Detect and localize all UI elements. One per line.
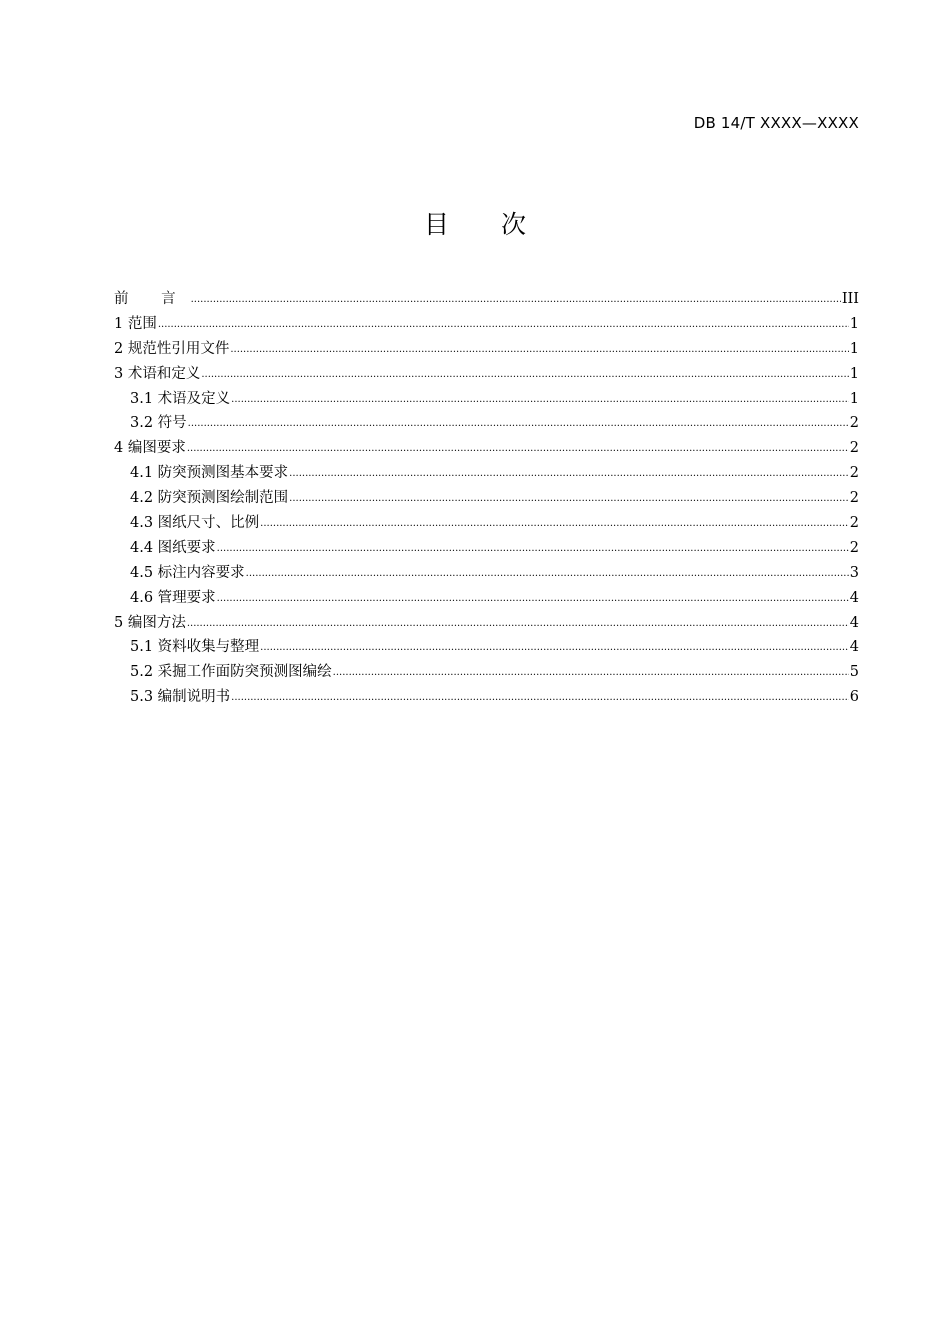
toc-entry-label: 1 范围 (114, 315, 157, 332)
toc-entry-label: 4.4 图纸要求 (130, 539, 216, 556)
toc-entry-label: 5 编图方法 (114, 614, 186, 631)
toc-entry-label: 4.5 标注内容要求 (130, 564, 245, 581)
toc-entry-4-2[interactable] (114, 486, 859, 511)
toc-entry-4[interactable] (114, 436, 859, 461)
toc-entry-label: 4 编图要求 (114, 440, 186, 457)
dot-leader (191, 286, 841, 313)
dot-leader (187, 610, 849, 637)
toc-entry-label: 5.1 资料收集与整理 (130, 639, 260, 656)
document-code: DB 14/T XXXX—XXXX (693, 114, 859, 132)
toc-entry-page: III (841, 291, 859, 307)
toc-entry-page: 6 (849, 689, 859, 706)
toc-entry-page: 5 (849, 664, 859, 681)
toc-entry-label: 5.2 采掘工作面防突预测图编绘 (130, 664, 332, 681)
dot-leader (246, 560, 849, 587)
toc-entry-3-1[interactable] (114, 387, 859, 412)
toc-entry-4-3[interactable] (114, 511, 859, 536)
toc-entry-label: 2 规范性引用文件 (114, 340, 230, 357)
toc-entry-label: 3.2 符号 (130, 415, 187, 432)
toc-entry-page: 1 (849, 390, 859, 407)
table-of-contents (114, 287, 859, 710)
toc-entry-page: 2 (849, 515, 859, 532)
toc-entry-5-2[interactable] (114, 660, 859, 685)
toc-entry-4-4[interactable] (114, 536, 859, 561)
dot-leader (333, 659, 849, 686)
toc-entry-4-6[interactable] (114, 586, 859, 611)
dot-leader (187, 435, 849, 462)
toc-entry-label: 4.6 管理要求 (130, 589, 216, 606)
toc-entry-label: 3 术语和定义 (114, 365, 201, 382)
toc-entry-page: 4 (849, 639, 859, 656)
toc-entry-3-2[interactable] (114, 411, 859, 436)
toc-entry-label: 前 言 (114, 291, 190, 307)
toc-entry-3[interactable] (114, 362, 859, 387)
toc-entry-page: 2 (849, 415, 859, 432)
toc-entry-page: 1 (849, 365, 859, 382)
toc-entry-4-5[interactable] (114, 561, 859, 586)
toc-entry-foreword[interactable] (114, 287, 859, 312)
toc-entry-5[interactable] (114, 611, 859, 636)
toc-entry-page: 1 (849, 340, 859, 357)
toc-entry-label: 4.3 图纸尺寸、比例 (130, 515, 260, 532)
toc-entry-label: 4.1 防突预测图基本要求 (130, 465, 289, 482)
toc-entry-page: 3 (849, 564, 859, 581)
toc-entry-1[interactable] (114, 312, 859, 337)
toc-entry-page: 2 (849, 539, 859, 556)
dot-leader (289, 485, 849, 512)
dot-leader (217, 535, 849, 562)
toc-entry-label: 3.1 术语及定义 (130, 390, 231, 407)
dot-leader (260, 510, 849, 537)
toc-entry-page: 2 (849, 465, 859, 482)
toc-entry-2[interactable] (114, 337, 859, 362)
dot-leader (201, 361, 848, 388)
toc-entry-label: 4.2 防突预测图绘制范围 (130, 490, 289, 507)
dot-leader (158, 311, 849, 338)
dot-leader (289, 460, 849, 487)
toc-entry-page: 2 (849, 440, 859, 457)
toc-entry-5-1[interactable] (114, 635, 859, 660)
toc-entry-page: 4 (849, 589, 859, 606)
dot-leader (217, 585, 849, 612)
dot-leader (231, 386, 849, 413)
toc-entry-4-1[interactable] (114, 461, 859, 486)
dot-leader (188, 410, 849, 437)
toc-entry-label: 5.3 编制说明书 (130, 689, 231, 706)
toc-entry-5-3[interactable] (114, 685, 859, 710)
toc-entry-page: 1 (849, 315, 859, 332)
toc-title: 目 次 (424, 210, 548, 239)
toc-entry-page: 2 (849, 490, 859, 507)
dot-leader (230, 336, 848, 363)
dot-leader (260, 634, 849, 661)
dot-leader (231, 684, 849, 711)
toc-entry-page: 4 (849, 614, 859, 631)
